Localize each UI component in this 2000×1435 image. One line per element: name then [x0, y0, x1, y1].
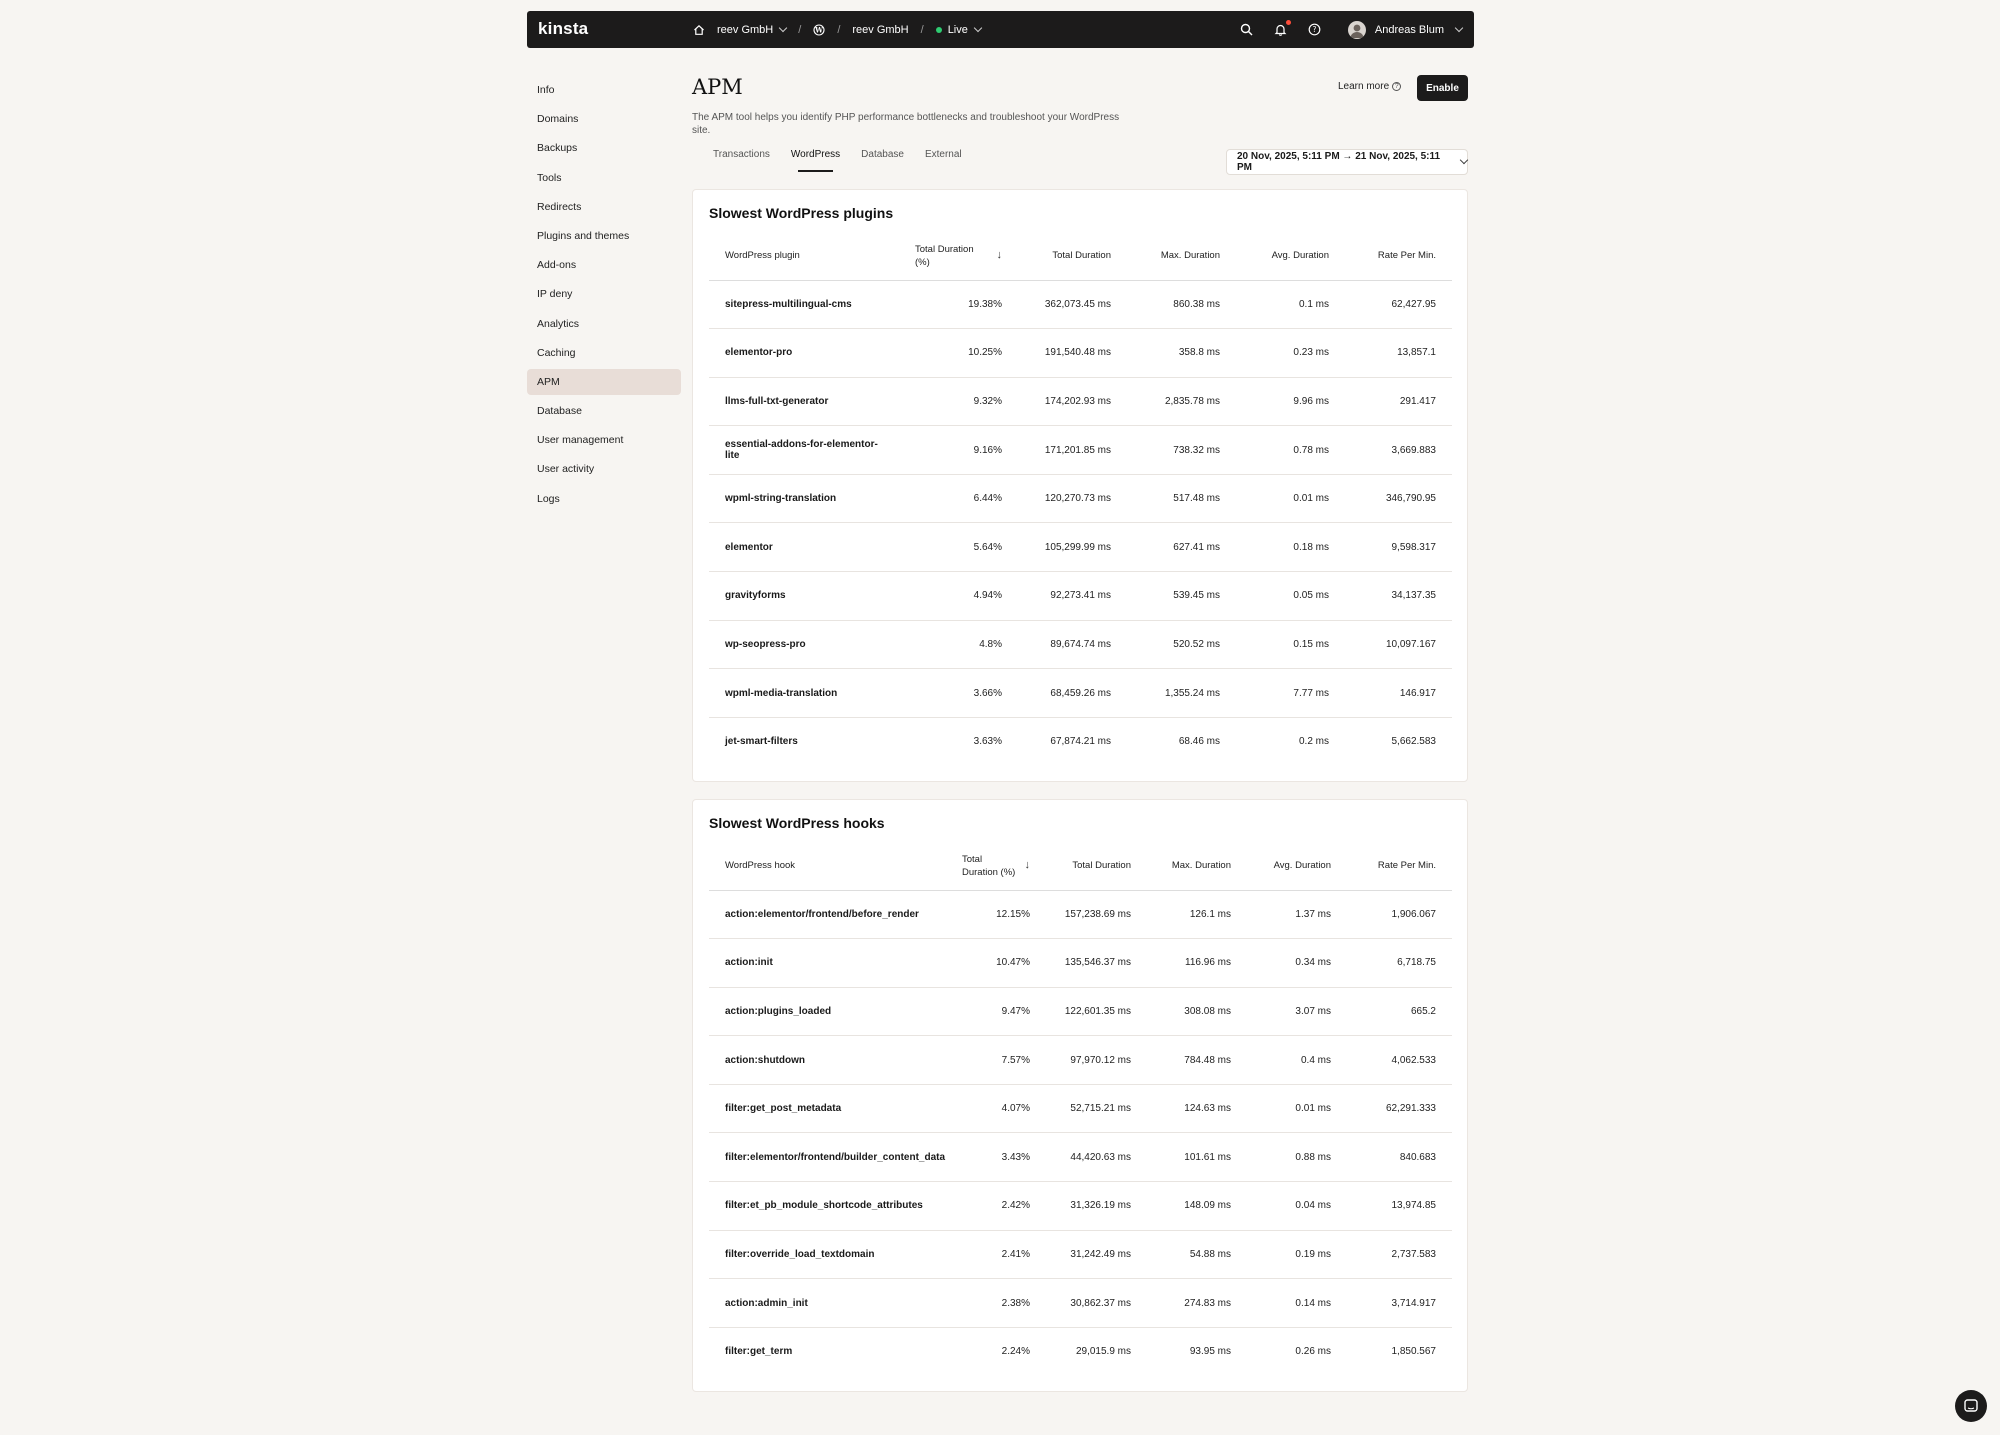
table-row — [709, 987, 1452, 1036]
help-icon: ? — [1392, 82, 1401, 91]
enable-button[interactable]: Enable — [1417, 75, 1468, 101]
metric-cell: 97,970.12 ms — [1046, 1036, 1147, 1085]
environment-label: Live — [947, 23, 968, 36]
metric-cell: 9.96 ms — [1236, 377, 1345, 426]
card-title: Slowest WordPress plugins — [709, 205, 894, 221]
metric-cell: 308.08 ms — [1147, 987, 1247, 1036]
metric-cell: 68,459.26 ms — [1018, 669, 1127, 718]
table-row — [709, 1230, 1452, 1279]
column-header-label: Total Duration (%) — [962, 853, 1016, 878]
metric-cell: 2.24% — [1001, 1346, 1030, 1358]
row-name-cell: action:plugins_loaded — [709, 987, 946, 1036]
metric-cell: 0.34 ms — [1247, 939, 1347, 988]
sidebar-item-ip-deny[interactable]: IP deny — [537, 288, 573, 301]
metric-cell: 124.63 ms — [1147, 1084, 1247, 1133]
metric-cell: 122,601.35 ms — [1046, 987, 1147, 1036]
metric-cell: 2,835.78 ms — [1127, 377, 1236, 426]
metric-cell: 2.42% — [946, 1182, 1046, 1231]
metric-cell: 627.41 ms — [1127, 523, 1236, 572]
metric-cell: 93.95 ms — [1189, 1346, 1231, 1358]
metric-cell: 0.04 ms — [1247, 1182, 1347, 1231]
learn-more-link[interactable] — [1338, 81, 1401, 92]
metric-cell: 191,540.48 ms — [1018, 329, 1127, 378]
table-row — [709, 669, 1452, 718]
metric-cell: 665.2 — [1347, 987, 1452, 1036]
sidebar-item-user-activity[interactable]: User activity — [537, 463, 595, 476]
metric-cell: 2,737.583 — [1347, 1230, 1452, 1279]
live-status-dot — [936, 27, 942, 33]
metric-cell: 1,355.24 ms — [1127, 669, 1236, 718]
chevron-down-icon — [1460, 156, 1468, 164]
chat-icon — [1963, 1398, 1979, 1414]
metric-cell: 54.88 ms — [1147, 1230, 1247, 1279]
sidebar-item-caching[interactable]: Caching — [537, 346, 576, 359]
metric-cell: 67,874.21 ms — [1050, 736, 1111, 748]
metric-cell: 4.8% — [899, 620, 1018, 669]
chevron-down-icon — [1455, 23, 1463, 31]
metric-cell: 7.77 ms — [1236, 669, 1345, 718]
metric-cell: 3.63% — [973, 736, 1002, 748]
metric-cell: 19.38% — [899, 280, 1018, 329]
metric-cell: 174,202.93 ms — [1018, 377, 1127, 426]
sidebar-item-user-management[interactable]: User management — [537, 434, 624, 447]
metric-cell: 4.94% — [899, 572, 1018, 621]
metric-cell: 0.18 ms — [1236, 523, 1345, 572]
metric-cell: 517.48 ms — [1127, 474, 1236, 523]
metric-cell: 6.44% — [899, 474, 1018, 523]
metric-cell: 68.46 ms — [1178, 736, 1220, 748]
metric-cell: 92,273.41 ms — [1018, 572, 1127, 621]
sidebar — [527, 77, 681, 515]
date-range-label: 20 Nov, 2025, 5:11 PM → 21 Nov, 2025, 5:11 PM — [1237, 151, 1441, 173]
row-name-cell: gravityforms — [709, 572, 899, 621]
row-name-cell: jet-smart-filters — [725, 736, 798, 748]
metric-cell: 148.09 ms — [1147, 1182, 1247, 1231]
row-name-cell: filter:get_post_metadata — [709, 1084, 946, 1133]
row-name-cell: llms-full-txt-generator — [709, 377, 899, 426]
table-row — [709, 572, 1452, 621]
metric-cell: 860.38 ms — [1127, 280, 1236, 329]
row-name-cell: essential-addons-for-elementor-lite — [709, 426, 899, 475]
sidebar-item-info[interactable]: Info — [537, 84, 555, 96]
table-row — [709, 329, 1452, 378]
metric-cell: 539.45 ms — [1127, 572, 1236, 621]
hooks-table — [709, 842, 1452, 1376]
column-header[interactable]: WordPress plugin — [709, 232, 899, 280]
metric-cell: 29,015.9 ms — [1075, 1346, 1131, 1358]
column-header[interactable] — [946, 842, 1046, 890]
metric-cell: 120,270.73 ms — [1018, 474, 1127, 523]
tab-transactions[interactable]: Transactions — [713, 149, 770, 160]
table-row — [709, 377, 1452, 426]
table-row — [709, 426, 1452, 475]
plugins-table — [709, 232, 1452, 766]
sidebar-item-tools[interactable]: Tools — [537, 171, 562, 184]
row-name-cell: filter:override_load_textdomain — [709, 1230, 946, 1279]
metric-cell: 2.41% — [946, 1230, 1046, 1279]
metric-cell: 0.05 ms — [1236, 572, 1345, 621]
sidebar-item-apm[interactable]: APM — [527, 369, 681, 395]
metric-cell: 34,137.35 — [1345, 572, 1452, 621]
sort-descending-icon[interactable]: ↓ — [1024, 859, 1030, 872]
metric-cell: 171,201.85 ms — [1018, 426, 1127, 475]
metric-cell: 4.07% — [946, 1084, 1046, 1133]
metric-cell: 0.01 ms — [1236, 474, 1345, 523]
kinsta-logo[interactable]: kinsta — [538, 19, 589, 38]
metric-cell: 1.37 ms — [1247, 890, 1347, 939]
column-header[interactable]: Avg. Duration — [1236, 232, 1345, 280]
metric-cell: 738.32 ms — [1127, 426, 1236, 475]
column-header[interactable]: Max. Duration — [1127, 232, 1236, 280]
tab-wordpress[interactable]: WordPress — [791, 148, 840, 172]
metric-cell: 2.38% — [946, 1279, 1046, 1328]
table-row — [709, 890, 1452, 939]
user-menu[interactable] — [1340, 21, 1462, 39]
row-name-cell: wpml-media-translation — [709, 669, 899, 718]
metric-cell: 30,862.37 ms — [1046, 1279, 1147, 1328]
notification-dot — [1286, 20, 1291, 25]
tab-external[interactable]: External — [924, 149, 962, 160]
page-title: APM — [692, 75, 743, 99]
home-icon[interactable] — [693, 24, 705, 36]
table-row — [709, 1182, 1452, 1231]
breadcrumb — [693, 11, 981, 48]
metric-cell: 157,238.69 ms — [1046, 890, 1147, 939]
slowest-hooks-card — [692, 799, 1468, 1392]
row-name-cell: action:shutdown — [709, 1036, 946, 1085]
metric-cell: 0.15 ms — [1236, 620, 1345, 669]
row-name-cell: wp-seopress-pro — [709, 620, 899, 669]
date-range-picker[interactable] — [1226, 149, 1468, 175]
top-navigation-bar — [527, 11, 1474, 48]
metric-cell: 126.1 ms — [1147, 890, 1247, 939]
wordpress-icon[interactable] — [813, 24, 825, 36]
row-name-cell: filter:elementor/frontend/builder_content_data — [709, 1133, 946, 1182]
sidebar-item-redirects[interactable]: Redirects — [537, 200, 582, 213]
sidebar-item-add-ons[interactable]: Add-ons — [537, 259, 577, 272]
breadcrumb-separator: / — [920, 23, 924, 36]
table-row — [709, 1036, 1452, 1085]
learn-more-label: Learn more — [1338, 81, 1390, 92]
metric-cell: 0.1 ms — [1236, 280, 1345, 329]
row-name-cell: action:admin_init — [709, 1279, 946, 1328]
table-row — [709, 717, 1452, 766]
column-header[interactable]: WordPress hook — [709, 842, 946, 890]
metric-cell: 9,598.317 — [1345, 523, 1452, 572]
sidebar-item-backups[interactable]: Backups — [537, 142, 578, 155]
svg-text:?: ? — [1312, 25, 1317, 35]
metric-cell: 0.78 ms — [1236, 426, 1345, 475]
metric-cell: 5,662.583 — [1391, 736, 1436, 748]
sidebar-item-logs[interactable]: Logs — [537, 492, 560, 505]
sidebar-item-analytics[interactable]: Analytics — [537, 317, 580, 330]
metric-cell: 105,299.99 ms — [1018, 523, 1127, 572]
metric-cell: 6,718.75 — [1347, 939, 1452, 988]
metric-cell: 7.57% — [946, 1036, 1046, 1085]
metric-cell: 116.96 ms — [1147, 939, 1247, 988]
metric-cell: 1,850.567 — [1391, 1346, 1436, 1358]
metric-cell: 62,427.95 — [1345, 280, 1452, 329]
column-header[interactable]: Rate Per Min. — [1345, 232, 1452, 280]
avatar — [1348, 21, 1366, 39]
metric-cell: 0.88 ms — [1247, 1133, 1347, 1182]
metric-cell: 840.683 — [1347, 1133, 1452, 1182]
metric-cell: 12.15% — [946, 890, 1046, 939]
chevron-down-icon — [974, 23, 982, 31]
metric-cell: 0.4 ms — [1247, 1036, 1347, 1085]
sidebar-item-plugins-and-themes[interactable]: Plugins and themes — [537, 229, 630, 242]
table-header-row — [709, 232, 1452, 280]
table-row — [709, 1327, 1452, 1376]
sort-descending-icon[interactable]: ↓ — [996, 249, 1002, 262]
metric-cell: 274.83 ms — [1147, 1279, 1247, 1328]
column-header[interactable]: Total Duration — [1018, 232, 1127, 280]
svg-text:W: W — [815, 25, 824, 35]
slowest-plugins-card — [692, 189, 1468, 782]
metric-cell: 101.61 ms — [1147, 1133, 1247, 1182]
row-name-cell: wpml-string-translation — [709, 474, 899, 523]
metric-cell: 9.16% — [899, 426, 1018, 475]
metric-cell: 146.917 — [1345, 669, 1452, 718]
metric-cell: 784.48 ms — [1147, 1036, 1247, 1085]
metric-cell: 9.47% — [946, 987, 1046, 1036]
sidebar-item-database[interactable]: Database — [537, 405, 582, 418]
page-description: The APM tool helps you identify PHP performance bottlenecks and troubleshoot your WordPress site. — [692, 112, 1120, 136]
metric-cell: 291.417 — [1345, 377, 1452, 426]
row-name-cell: action:init — [709, 939, 946, 988]
user-name: Andreas Blum — [1374, 23, 1444, 36]
table-header-row — [709, 842, 1452, 890]
table-row — [709, 1084, 1452, 1133]
metric-cell: 0.23 ms — [1236, 329, 1345, 378]
table-row — [709, 1133, 1452, 1182]
metric-cell: 3.43% — [946, 1133, 1046, 1182]
table-row — [709, 939, 1452, 988]
company-name: reev GmbH — [717, 23, 774, 36]
help-icon[interactable] — [1306, 21, 1324, 39]
metric-cell: 3,714.917 — [1347, 1279, 1452, 1328]
metric-cell: 31,326.19 ms — [1046, 1182, 1147, 1231]
column-header[interactable]: Total Duration — [1046, 842, 1147, 890]
metric-cell: 31,242.49 ms — [1046, 1230, 1147, 1279]
metric-cell: 0.01 ms — [1247, 1084, 1347, 1133]
metric-cell: 3.66% — [899, 669, 1018, 718]
metric-cell: 135,546.37 ms — [1046, 939, 1147, 988]
metric-cell: 44,420.63 ms — [1046, 1133, 1147, 1182]
metric-cell: 5.64% — [899, 523, 1018, 572]
metric-cell: 346,790.95 — [1345, 474, 1452, 523]
metric-cell: 0.2 ms — [1298, 736, 1329, 748]
row-name-cell: filter:get_term — [725, 1346, 793, 1358]
metric-cell: 13,974.85 — [1347, 1182, 1452, 1231]
metric-cell: 10,097.167 — [1345, 620, 1452, 669]
metric-cell: 520.52 ms — [1127, 620, 1236, 669]
metric-cell: 10.47% — [946, 939, 1046, 988]
environment-selector[interactable] — [936, 24, 981, 36]
metric-cell: 1,906.067 — [1347, 890, 1452, 939]
column-header-label: Total Duration (%) — [915, 243, 974, 268]
table-row — [709, 280, 1452, 329]
column-header[interactable]: Avg. Duration — [1247, 842, 1347, 890]
company-selector[interactable] — [717, 24, 786, 36]
search-icon[interactable] — [1238, 21, 1256, 39]
table-row — [709, 1279, 1452, 1328]
metric-cell: 13,857.1 — [1345, 329, 1452, 378]
metric-cell: 0.26 ms — [1295, 1346, 1331, 1358]
bell-icon[interactable] — [1272, 21, 1290, 39]
sidebar-item-domains[interactable]: Domains — [537, 113, 579, 126]
metric-cell: 358.8 ms — [1127, 329, 1236, 378]
metric-cell: 89,674.74 ms — [1018, 620, 1127, 669]
column-header[interactable] — [899, 232, 1018, 280]
card-title: Slowest WordPress hooks — [709, 815, 885, 831]
metric-cell: 9.32% — [899, 377, 1018, 426]
apm-tabs — [713, 148, 983, 172]
table-row — [709, 620, 1452, 669]
metric-cell: 0.14 ms — [1247, 1279, 1347, 1328]
metric-cell: 4,062.533 — [1347, 1036, 1452, 1085]
metric-cell: 10.25% — [899, 329, 1018, 378]
column-header[interactable]: Max. Duration — [1147, 842, 1247, 890]
metric-cell: 362,073.45 ms — [1018, 280, 1127, 329]
tab-database[interactable]: Database — [861, 149, 904, 160]
breadcrumb-separator: / — [837, 23, 841, 36]
metric-cell: 3,669.883 — [1345, 426, 1452, 475]
table-row — [709, 523, 1452, 572]
top-actions — [1238, 11, 1474, 48]
chevron-down-icon — [779, 23, 787, 31]
row-name-cell: filter:et_pb_module_shortcode_attributes — [709, 1182, 946, 1231]
metric-cell: 3.07 ms — [1247, 987, 1347, 1036]
table-row — [709, 474, 1452, 523]
row-name-cell: elementor-pro — [709, 329, 899, 378]
metric-cell: 62,291.333 — [1347, 1084, 1452, 1133]
column-header[interactable]: Rate Per Min. — [1347, 842, 1452, 890]
row-name-cell: sitepress-multilingual-cms — [709, 280, 899, 329]
site-link[interactable]: reev GmbH — [852, 23, 909, 36]
breadcrumb-separator: / — [798, 23, 802, 36]
row-name-cell: elementor — [709, 523, 899, 572]
metric-cell: 52,715.21 ms — [1046, 1084, 1147, 1133]
chat-support-button[interactable] — [1955, 1390, 1987, 1422]
row-name-cell: action:elementor/frontend/before_render — [709, 890, 946, 939]
metric-cell: 0.19 ms — [1247, 1230, 1347, 1279]
